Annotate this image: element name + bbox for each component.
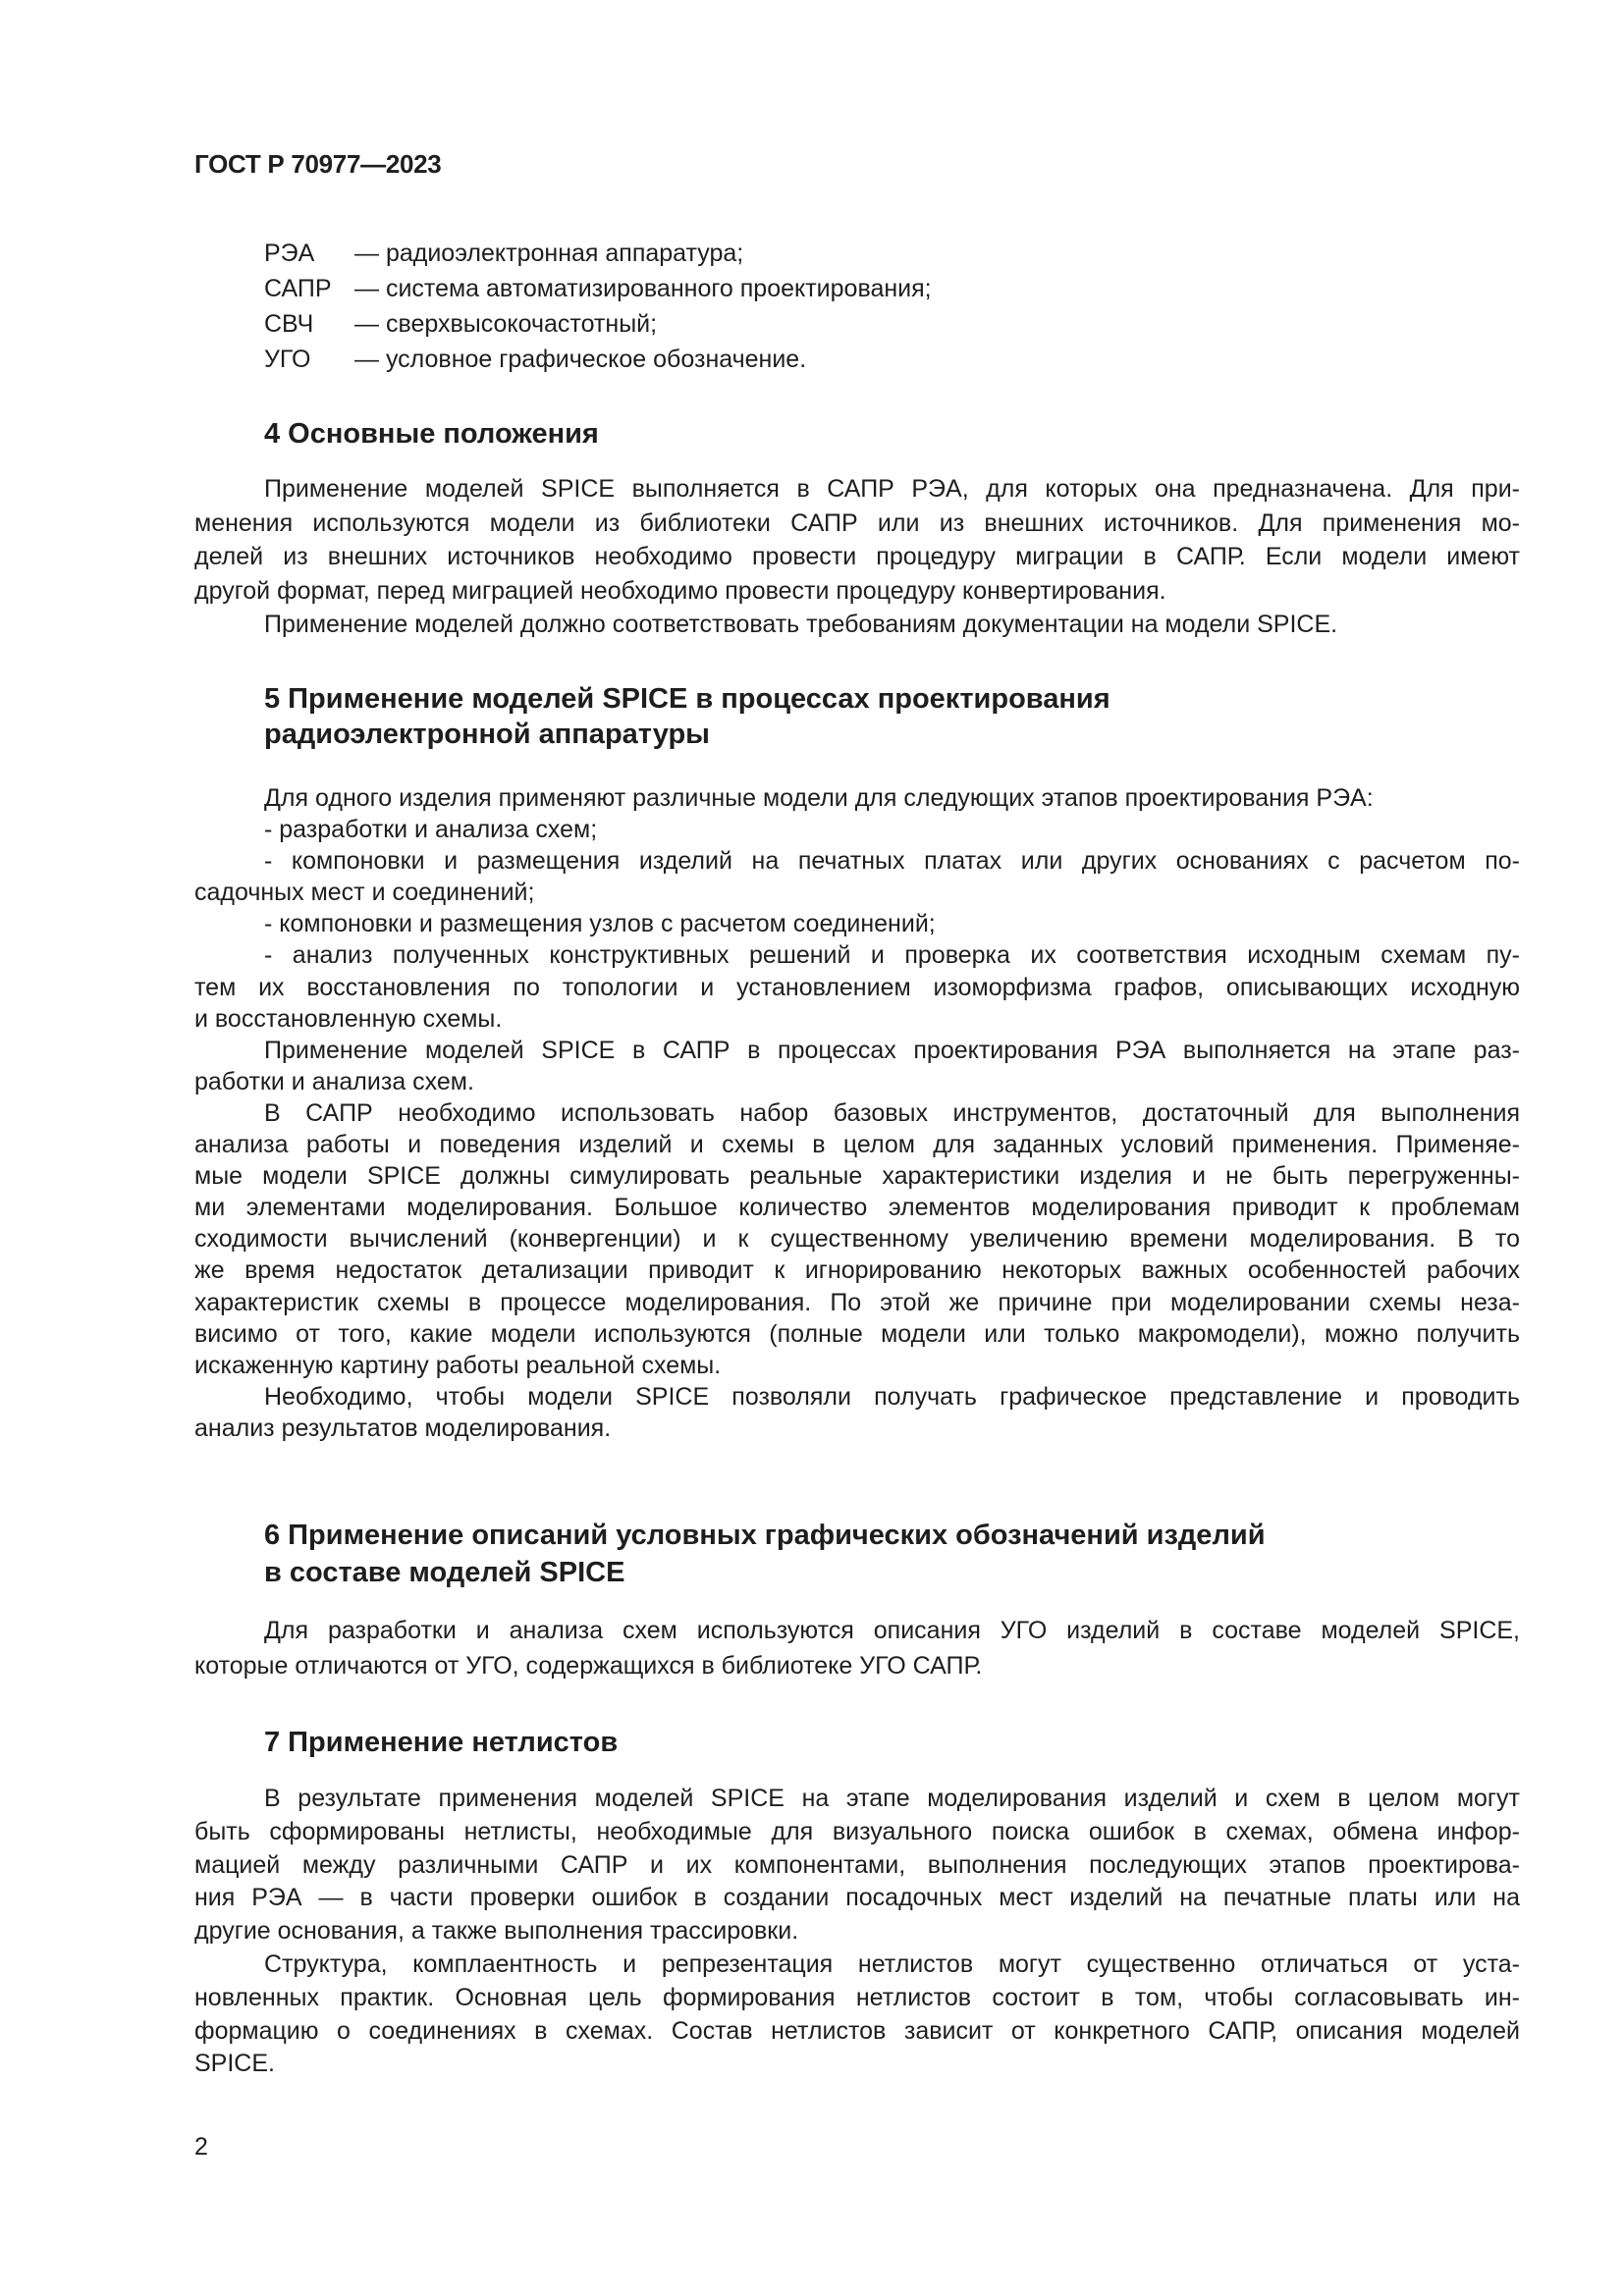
paragraph [194,1949,1520,2081]
text-line: Необходимо, чтобы модели SPICE позволяли получать графическое представление и проводить [264,1382,1520,1411]
text-line: ния РЭА — в части проверки ошибок в создании посадочных мест изделий на печатные платы или на [194,1884,1520,1912]
abbreviation: САПР [264,275,332,302]
paragraph [194,845,1520,908]
text-line: которые отличаются от УГО, содержащихся в библиотеке УГО САПР. [194,1652,983,1680]
text-line: Применение моделей должно соответствовать требованиям документации на модели SPICE. [264,611,1338,639]
text-line: искаженную картину работы реальной схемы. [194,1351,722,1379]
abbreviation-item [264,306,1442,342]
document-header: ГОСТ Р 70977—2023 [194,149,442,179]
text-line: Применение моделей SPICE выполняется в САПР РЭА, для которых она предназначена. Для при- [264,475,1520,503]
heading-line: 6 Применение описаний условных графических обозначений изделий [264,1520,1266,1551]
text-line: Структура, комплаентность и репрезентация нетлистов могут существенно отличаться от уста- [264,1949,1520,1978]
section-5-heading [264,681,1521,752]
page-number: 2 [194,2133,208,2161]
text-line: новленных практик. Основная цель формирования нетлистов состоит в том, чтобы согласовывать ин- [194,1983,1520,2011]
text-line: SPICE. [194,2050,275,2078]
heading-line: 5 Применение моделей SPICE в процессах проектирования [264,683,1110,715]
text-line: В САПР необходимо использовать набор базовых инструментов, достаточный для выполнения [264,1098,1520,1127]
section-4-heading [264,415,1521,453]
heading-line: 7 Применение нетлистов [264,1727,619,1758]
text-line: - разработки и анализа схем; [264,816,598,844]
text-line: висимо от того, какие модели используются (полные модели или только макромодели), можно получить [194,1319,1520,1348]
section-6-body [194,1613,1520,1683]
paragraph [194,472,1520,608]
abbreviation: УГО [264,346,311,373]
text-line: ми элементами моделирования. Большое количество элементов моделирования приводит к проблемам [194,1194,1520,1222]
paragraph [194,782,1520,814]
abbreviation: СВЧ [264,310,314,338]
paragraph [194,1035,1520,1097]
paragraph [194,1381,1520,1444]
section-5-body [194,782,1520,1444]
text-line: анализа работы и поведения изделий и схемы в целом для заданных условий применения. Применяе- [194,1131,1520,1159]
abbreviation-definition: — сверхвысокочастотный; [354,310,658,338]
paragraph [194,939,1520,1034]
abbreviation-definition: — условное графическое обозначение. [354,346,807,373]
abbreviation-item [264,236,1442,271]
text-line: - компоновки и размещения изделий на печатных платах или других основаниях с расчетом по- [264,847,1520,876]
abbreviation-item [264,342,1442,377]
abbreviation-definition: — система автоматизированного проектирования; [354,275,932,302]
section-7-body [194,1783,1520,2081]
heading-line: радиоэлектронной аппаратуры [264,719,710,750]
paragraph [194,1783,1520,1949]
text-line: другие основания, а также выполнения трассировки. [194,1917,799,1946]
abbreviations-list [264,236,1442,377]
heading-line: 4 Основные положения [264,418,599,450]
text-line: же время недостаток детализации приводит к игнорированию некоторых важных особенностей рабочих [194,1256,1520,1285]
paragraph [194,908,1520,939]
abbreviation-item [264,271,1442,306]
paragraph [194,814,1520,845]
text-line: - анализ полученных конструктивных решений и проверка их соответствия исходным схемам пу- [264,941,1520,970]
text-line: мацией между различными САПР и их компонентами, выполнения последующих этапов проектирова- [194,1850,1520,1879]
text-line: Для разработки и анализа схем используются описания УГО изделий в составе моделей SPICE, [264,1617,1520,1644]
text-line: делей из внешних источников необходимо провести процедуру миграции в САПР. Если модели имеют [194,543,1520,571]
text-line: Для одного изделия применяют различные модели для следующих этапов проектирования РЭА: [264,784,1374,812]
paragraph [194,608,1520,642]
text-line: быть сформированы нетлисты, необходимые для визуального поиска ошибок в схемах, обмена инфор- [194,1817,1520,1845]
text-line: сходимости вычислений (конвергенции) и к существенному увеличению времени моделирования. В то [194,1225,1520,1254]
text-line: формацию о соединениях в схемах. Состав нетлистов зависит от конкретного САПР, описания моделей [194,2016,1520,2045]
paragraph [194,1613,1520,1683]
text-line: садочных мест и соединений; [194,879,535,907]
abbreviation: РЭА [264,240,315,267]
section-6-heading [264,1517,1521,1591]
section-4-body [194,472,1520,642]
paragraph [194,1097,1520,1381]
text-line: характеристик схемы в процессе моделирования. По этой же причине при моделировании схемы неза- [194,1288,1520,1316]
text-line: работки и анализа схем. [194,1067,474,1095]
text-line: другой формат, перед миграцией необходимо провести процедуру конвертирования. [194,576,1166,605]
text-line: Применение моделей SPICE в САПР в процессах проектирования РЭА выполняется на этапе раз- [264,1036,1520,1064]
text-line: менения используются модели из библиотеки САПР или из внешних источников. Для применения мо- [194,508,1520,537]
abbreviation-definition: — радиоэлектронная аппаратура; [354,240,744,267]
text-line: анализ результатов моделирования. [194,1414,612,1442]
section-7-heading [264,1724,1521,1761]
text-line: тем их восстановления по топологии и установлением изоморфизма графов, описывающих исходную [194,973,1520,1001]
text-line: и восстановленную схемы. [194,1004,503,1033]
text-line: мые модели SPICE должны симулировать реальные характеристики изделия и не быть перегруженны- [194,1162,1520,1191]
heading-line: в составе моделей SPICE [264,1557,625,1588]
text-line: - компоновки и размещения узлов с расчетом соединений; [264,910,936,938]
text-line: В результате применения моделей SPICE на этапе моделирования изделий и схем в целом могут [264,1785,1520,1812]
